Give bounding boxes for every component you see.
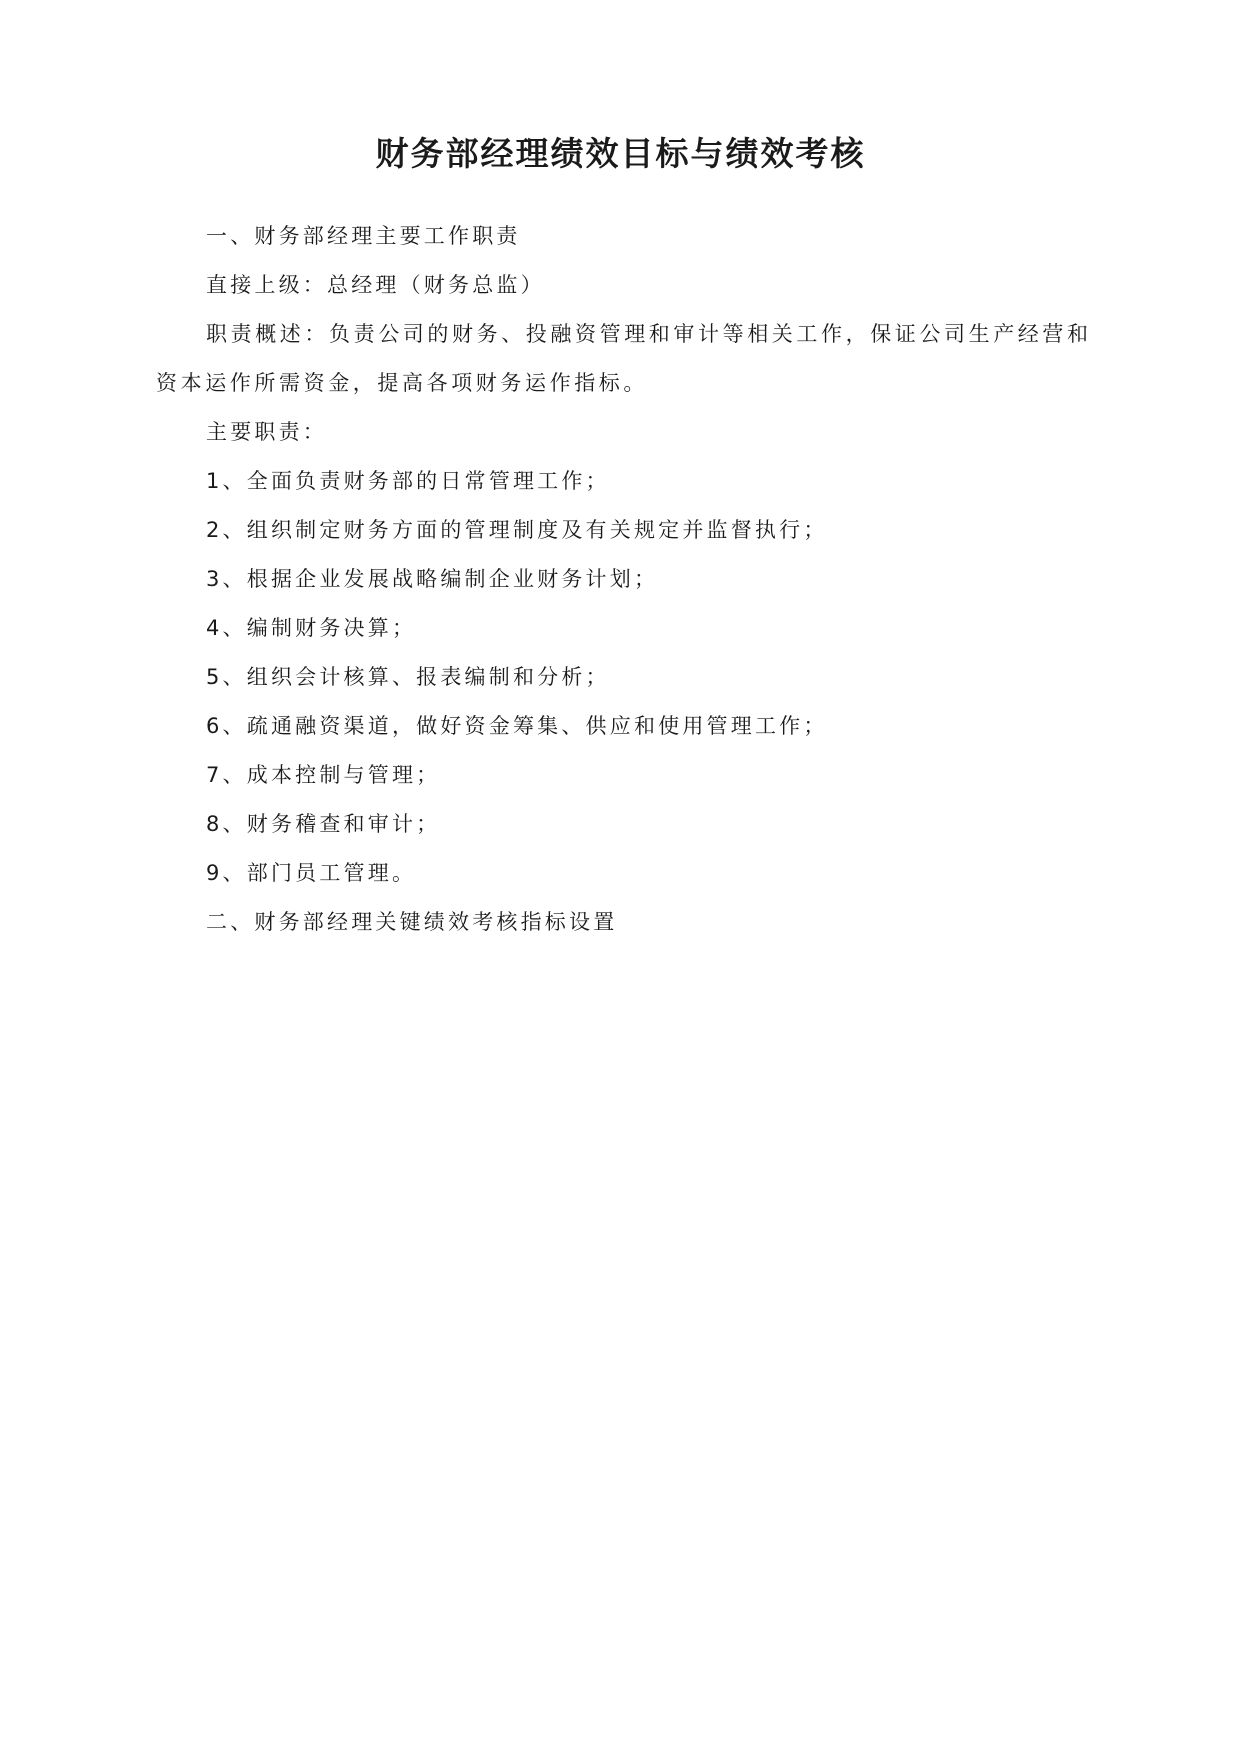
duty-item: 5、组织会计核算、报表编制和分析； [206, 665, 610, 689]
document-title: 财务部经理绩效目标与绩效考核 [375, 134, 866, 173]
duty-item: 1、全面负责财务部的日常管理工作； [206, 469, 610, 493]
document-body [156, 212, 1096, 947]
duty-item: 2、组织制定财务方面的管理制度及有关规定并监督执行； [206, 518, 828, 542]
direct-supervisor: 直接上级：总经理（财务总监） [206, 273, 545, 297]
duty-item: 8、财务稽查和审计； [206, 812, 441, 836]
duty-overview: 职责概述：负责公司的财务、投融资管理和审计等相关工作，保证公司生产经营和资本运作所需资金，提高各项财务运作指标。 [156, 322, 1092, 395]
duty-item: 3、根据企业发展战略编制企业财务计划； [206, 567, 659, 591]
duty-item: 6、疏通融资渠道，做好资金筹集、供应和使用管理工作； [206, 714, 828, 738]
section-heading-1: 一、财务部经理主要工作职责 [206, 224, 521, 248]
main-duties-label: 主要职责： [206, 420, 327, 444]
duty-item: 7、成本控制与管理； [206, 763, 441, 787]
duty-item: 9、部门员工管理。 [206, 861, 417, 885]
section-heading-2: 二、财务部经理关键绩效考核指标设置 [206, 910, 618, 934]
duty-item: 4、编制财务决算； [206, 616, 417, 640]
